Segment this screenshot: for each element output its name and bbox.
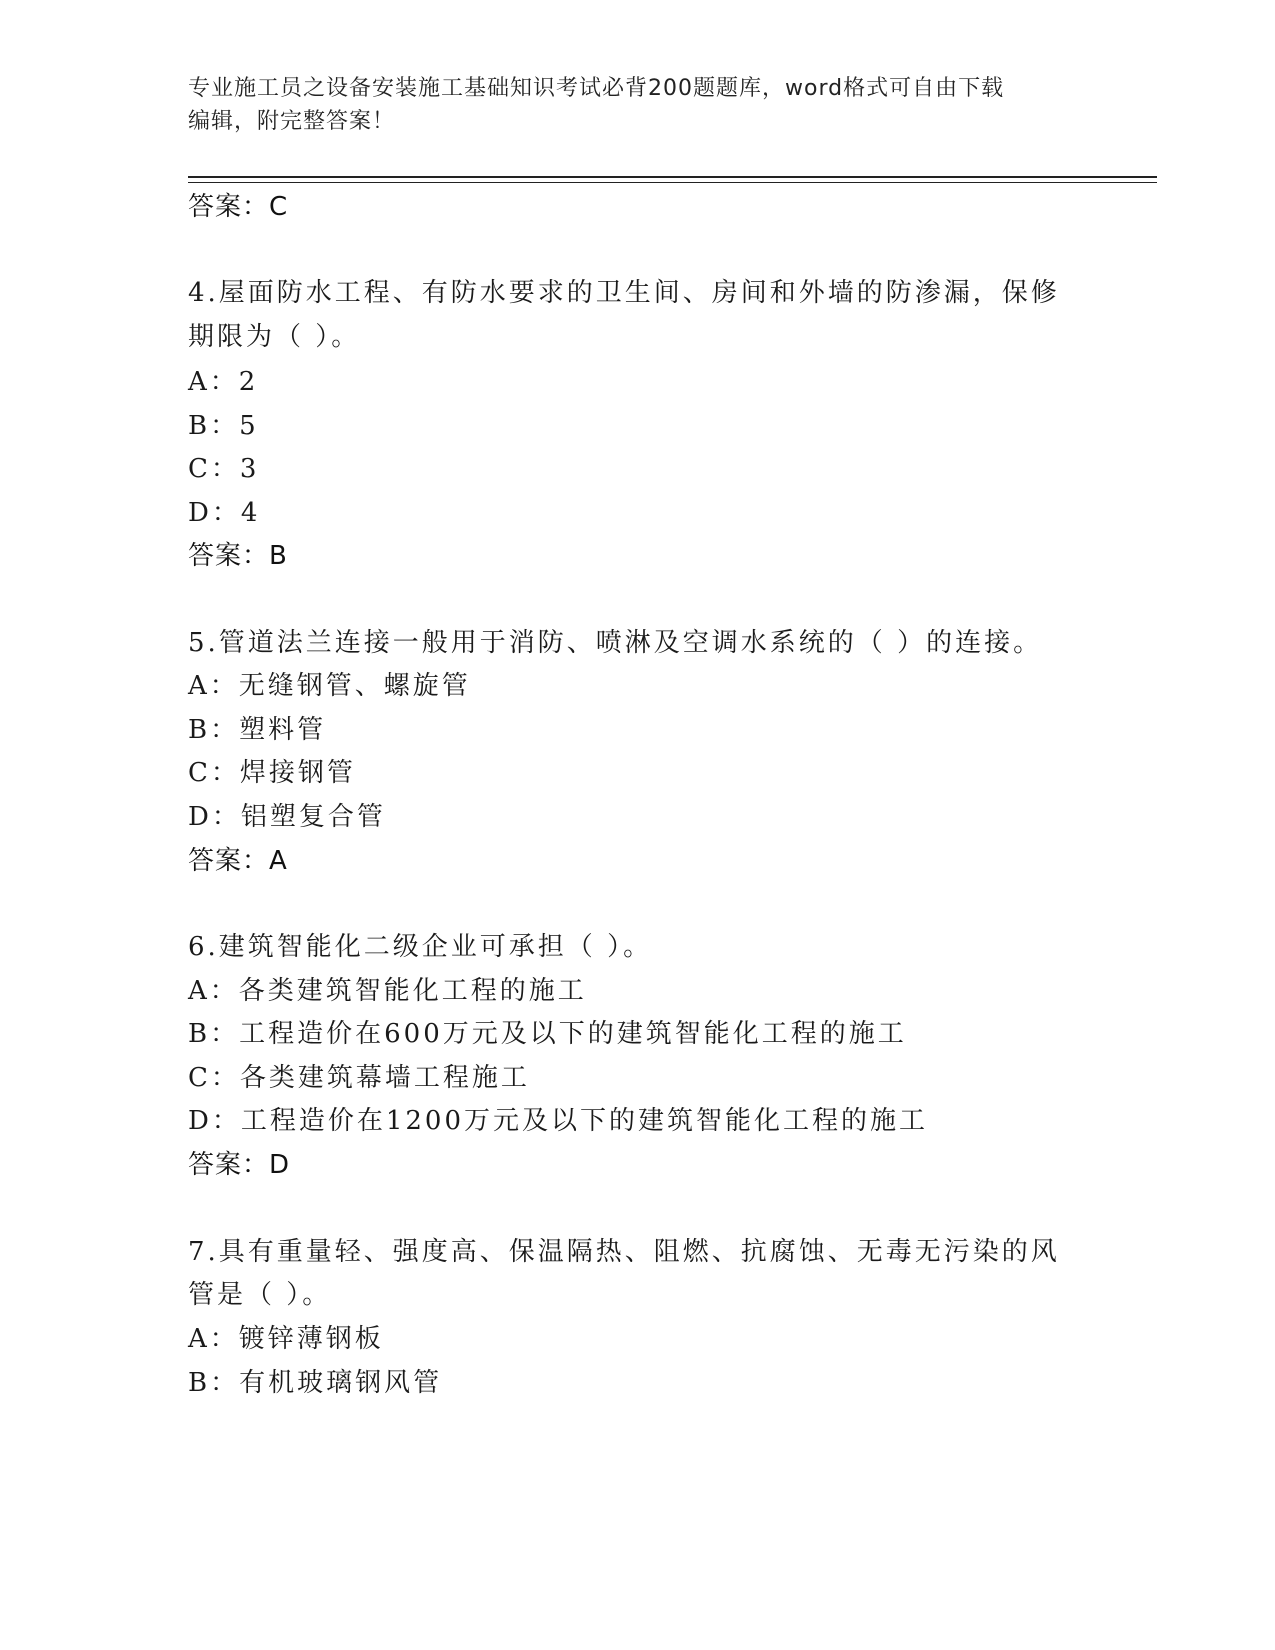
option-line: A：镀锌薄钢板 bbox=[188, 1324, 384, 1354]
option-line: D：工程造价在1200万元及以下的建筑智能化工程的施工 bbox=[188, 1106, 929, 1136]
option-line: B：塑料管 bbox=[188, 715, 327, 745]
header-title-line2: 编辑，附完整答案！ bbox=[188, 109, 396, 134]
option-line: D：铝塑复合管 bbox=[188, 802, 386, 832]
option-line: A：2 bbox=[188, 367, 259, 397]
answer-line: 答案：A bbox=[188, 846, 288, 876]
option-line: C：各类建筑幕墙工程施工 bbox=[188, 1063, 530, 1093]
question-stem-continued: 期限为（ ）。 bbox=[188, 322, 361, 352]
option-line: D：4 bbox=[188, 498, 261, 528]
question-stem: 4.屋面防水工程、有防水要求的卫生间、房间和外墙的防渗漏，保修 bbox=[188, 278, 1060, 308]
option-line: A：无缝钢管、螺旋管 bbox=[188, 671, 471, 701]
question-stem-continued: 管是（ ）。 bbox=[188, 1280, 332, 1310]
question-stem: 5.管道法兰连接一般用于消防、喷淋及空调水系统的（ ）的连接。 bbox=[188, 628, 1043, 658]
header-divider-thin bbox=[188, 182, 1157, 183]
option-line: B：工程造价在600万元及以下的建筑智能化工程的施工 bbox=[188, 1019, 907, 1049]
question-stem: 7.具有重量轻、强度高、保温隔热、阻燃、抗腐蚀、无毒无污染的风 bbox=[188, 1237, 1060, 1267]
option-line: B：有机玻璃钢风管 bbox=[188, 1368, 443, 1398]
option-line: C：焊接钢管 bbox=[188, 758, 356, 788]
header-title-line1: 专业施工员之设备安装施工基础知识考试必背200题题库，word格式可自由下载 bbox=[188, 76, 1005, 101]
document-header bbox=[188, 72, 1078, 138]
answer-line: 答案：B bbox=[188, 541, 288, 571]
question-stem: 6.建筑智能化二级企业可承担（ ）。 bbox=[188, 932, 653, 962]
answer-line: 答案：D bbox=[188, 1150, 291, 1180]
option-line: C：3 bbox=[188, 454, 260, 484]
option-line: B：5 bbox=[188, 411, 259, 441]
option-line: A：各类建筑智能化工程的施工 bbox=[188, 976, 587, 1006]
answer-line: 答案：C bbox=[188, 192, 289, 222]
header-divider bbox=[188, 176, 1157, 178]
